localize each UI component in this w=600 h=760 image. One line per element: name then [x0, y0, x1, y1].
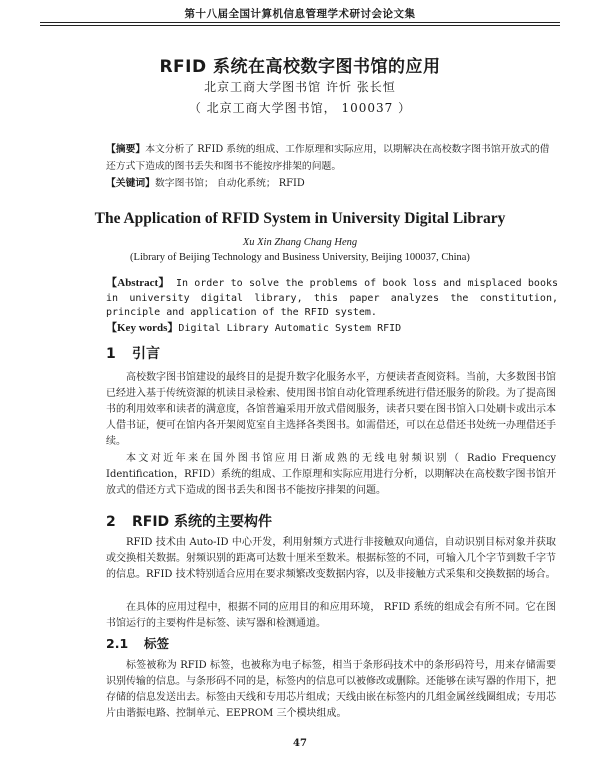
abstract-english-text: In order to solve the problems of book loss and misplaced books in university digital library, this paper analyzes the constitution, principle and application of the RFID system. — [106, 278, 558, 318]
section-1-paragraph-1 — [106, 370, 556, 450]
abstract-chinese — [106, 141, 556, 175]
title-english: The Application of RFID System in University Digital Library — [94, 210, 506, 227]
header-rule-thin — [40, 25, 560, 26]
section-1-number: 1 — [106, 346, 116, 362]
section-2-1-number: 2.1 — [106, 636, 129, 651]
keywords-chinese-text: 数字图书馆； 自动化系统； RFID — [154, 178, 305, 189]
section-2-paragraph-2 — [106, 600, 556, 632]
paragraph-text: 标签被称为 RFID 标签，也被称为电子标签，相当于条形码技术中的条形码符号，用来存储需要识别传输的信息。与条形码不同的是，标签内的信息可以被修改或删除。还能够在读写器的作用下，把存储的信息发送出去。标签由天线和专用芯片组成；天线由嵌在标签内的几组金属丝线圈组成；专用芯片由谐振电路、控制单元、EEPROM 三个模块组成。 — [106, 660, 556, 719]
section-1-title: 引言 — [132, 346, 160, 362]
section-2-heading — [106, 511, 272, 531]
section-2-number: 2 — [106, 514, 116, 530]
section-2-title: RFID 系统的主要构件 — [132, 514, 273, 530]
header-rule-thick — [40, 22, 560, 23]
abstract-chinese-block — [106, 141, 556, 192]
affiliation-english: (Library of Beijing Technology and Business University, Beijing 100037, China) — [130, 252, 470, 263]
keywords-english-label: 【Key words】 — [106, 321, 179, 334]
paragraph-text: 在具体的应用过程中，根据不同的应用目的和应用环境， RFID 系统的组成会有所不同。它在图书馆运行的主要构件是标签、读写器和检测通道。 — [106, 602, 556, 629]
keywords-chinese — [106, 175, 556, 192]
abstract-chinese-text: 本文分析了 RFID 系统的组成、工作原理和实际应用，以期解决在高校数字图书馆开放式的借还方式下造成的图书丢失和图书不能按序排架的问题。 — [106, 144, 550, 172]
authors-english: Xu Xin Zhang Chang Heng — [242, 237, 358, 248]
page-number: 47 — [293, 738, 307, 749]
section-2-1-paragraph-1 — [106, 658, 556, 722]
keywords-chinese-label: 【关键词】 — [106, 178, 155, 189]
running-head: 第十八届全国计算机信息管理学术研讨会论文集 — [184, 8, 416, 20]
paragraph-text: 高校数字图书馆建设的最终目的是提升数字化服务水平，方便读者查阅资料。当前，大多数图书馆已经进入基于传统资源的机读目录检索、使用图书馆自动化管理系统进行借还服务的阶段。为了提高图书的利用效率和读者的满意度，各馆普遍采用开放式借阅服务，读者只要在图书馆入口处刷卡或出示本人借书证，便可在馆内各开架阅览室自主选择各类图书。如需借还，可以在总借还书处统一办理借还手续。 — [106, 372, 556, 447]
abstract-english-label: 【Abstract】 — [106, 277, 170, 289]
section-2-1-heading — [106, 634, 169, 652]
keywords-english-text: Digital Library Automatic System RFID — [178, 322, 402, 334]
section-1-paragraph-2 — [106, 451, 556, 499]
abstract-english — [106, 276, 558, 321]
abstract-chinese-label: 【摘要】 — [106, 144, 146, 155]
paragraph-text: RFID 技术由 Auto-ID 中心开发，利用射频方式进行非接触双向通信，自动识别目标对象并获取或交换相关数据。射频识别的距离可达数十厘米至数米。根据标签的不同，可输入几个字节到数千字节的信息。RFID 技术特别适合应用在要求频繁改变数据内容，以及非接触方式采集和交换数据的场合。 — [106, 537, 556, 580]
section-2-paragraph-1 — [106, 535, 556, 583]
authors-chinese: 北京工商大学图书馆 许忻 张长恒 — [204, 80, 396, 94]
abstract-english-block — [106, 276, 558, 336]
section-2-1-title: 标签 — [144, 636, 170, 651]
keywords-english — [106, 321, 558, 337]
paragraph-text: 本文对近年来在国外图书馆应用日渐成熟的无线电射频识别（ Radio Frequency Identification，RFID）系统的组成、工作原理和实际应用进行分析，以期解决在高校数字图书馆开放式的借还方式下造成的图书丢失和图书不能按序排架的问题。 — [106, 453, 556, 496]
section-1-heading — [106, 343, 160, 363]
title-chinese: RFID 系统在高校数字图书馆的应用 — [159, 57, 441, 77]
affiliation-chinese: （ 北京工商大学图书馆， 100037 ） — [188, 101, 412, 115]
